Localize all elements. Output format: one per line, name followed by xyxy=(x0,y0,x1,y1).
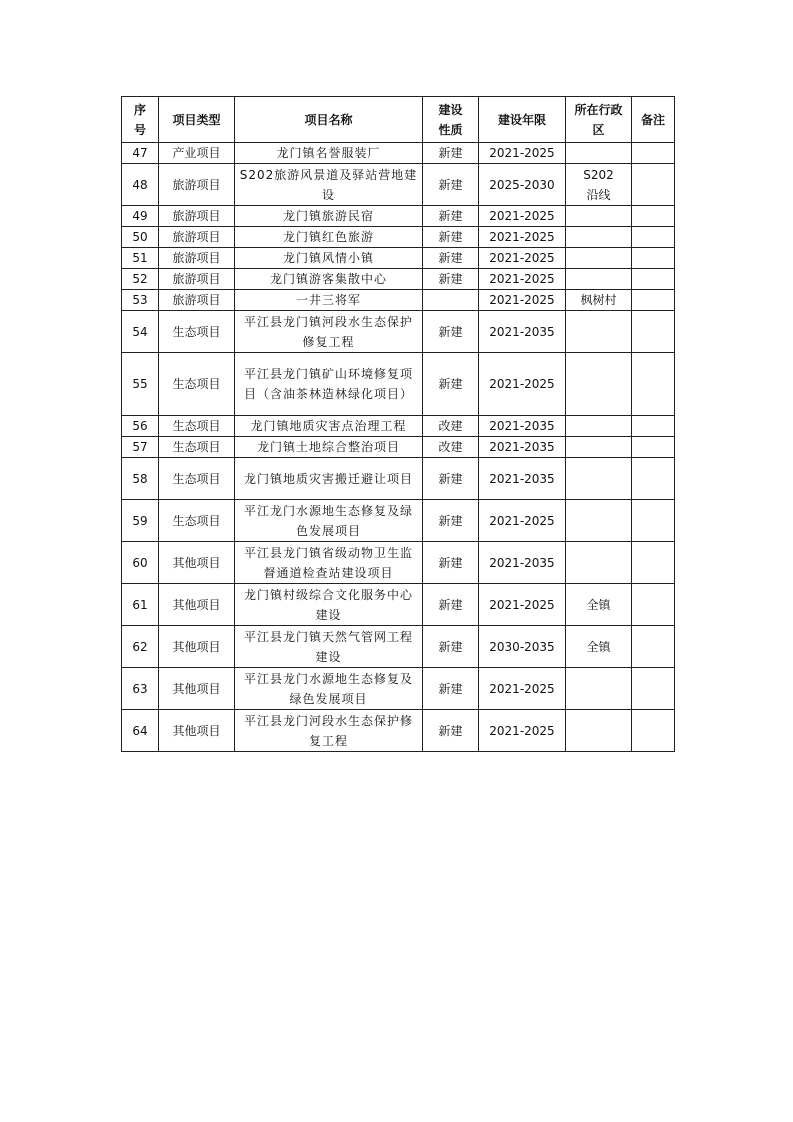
cell-seq: 52 xyxy=(122,269,159,290)
cell-region xyxy=(566,206,632,227)
cell-remark xyxy=(632,227,675,248)
table-row xyxy=(122,584,675,626)
cell-period: 2021-2025 xyxy=(479,710,566,752)
cell-period: 2030-2035 xyxy=(479,626,566,668)
cell-region xyxy=(566,269,632,290)
project-table xyxy=(121,96,675,752)
cell-period: 2021-2025 xyxy=(479,353,566,416)
cell-name: 龙门镇游客集散中心 xyxy=(235,269,423,290)
cell-seq: 62 xyxy=(122,626,159,668)
table-row xyxy=(122,437,675,458)
cell-period: 2021-2025 xyxy=(479,206,566,227)
cell-name: 平江龙门水源地生态修复及绿色发展项目 xyxy=(235,500,423,542)
cell-name: 龙门镇风情小镇 xyxy=(235,248,423,269)
cell-type: 旅游项目 xyxy=(159,164,235,206)
cell-remark xyxy=(632,668,675,710)
cell-region xyxy=(566,143,632,164)
cell-type: 生态项目 xyxy=(159,500,235,542)
cell-remark xyxy=(632,290,675,311)
cell-name: 平江县龙门河段水生态保护修复工程 xyxy=(235,710,423,752)
cell-name: 龙门镇地质灾害搬迁避让项目 xyxy=(235,458,423,500)
cell-name: 龙门镇红色旅游 xyxy=(235,227,423,248)
cell-nature: 新建 xyxy=(423,143,479,164)
cell-period: 2021-2025 xyxy=(479,227,566,248)
cell-region: S202沿线 xyxy=(566,164,632,206)
cell-seq: 53 xyxy=(122,290,159,311)
cell-name: 龙门镇地质灾害点治理工程 xyxy=(235,416,423,437)
cell-name: S202旅游风景道及驿站营地建设 xyxy=(235,164,423,206)
cell-region xyxy=(566,458,632,500)
cell-nature: 改建 xyxy=(423,416,479,437)
cell-remark xyxy=(632,416,675,437)
cell-nature: 新建 xyxy=(423,248,479,269)
cell-remark xyxy=(632,542,675,584)
cell-period: 2021-2025 xyxy=(479,248,566,269)
cell-seq: 60 xyxy=(122,542,159,584)
cell-nature: 新建 xyxy=(423,626,479,668)
cell-region xyxy=(566,311,632,353)
cell-seq: 57 xyxy=(122,437,159,458)
cell-type: 产业项目 xyxy=(159,143,235,164)
cell-type: 旅游项目 xyxy=(159,227,235,248)
cell-seq: 49 xyxy=(122,206,159,227)
header-remark: 备注 xyxy=(632,97,675,143)
cell-period: 2021-2025 xyxy=(479,584,566,626)
cell-seq: 58 xyxy=(122,458,159,500)
cell-seq: 56 xyxy=(122,416,159,437)
cell-period: 2021-2025 xyxy=(479,668,566,710)
cell-remark xyxy=(632,500,675,542)
cell-type: 生态项目 xyxy=(159,311,235,353)
header-region: 所在行政区 xyxy=(566,97,632,143)
cell-period: 2021-2035 xyxy=(479,542,566,584)
cell-region: 全镇 xyxy=(566,584,632,626)
cell-period: 2025-2030 xyxy=(479,164,566,206)
cell-type: 生态项目 xyxy=(159,437,235,458)
table-row xyxy=(122,164,675,206)
cell-name: 龙门镇土地综合整治项目 xyxy=(235,437,423,458)
cell-nature: 新建 xyxy=(423,542,479,584)
cell-remark xyxy=(632,164,675,206)
cell-nature: 新建 xyxy=(423,353,479,416)
cell-period: 2021-2035 xyxy=(479,458,566,500)
cell-remark xyxy=(632,353,675,416)
cell-type: 生态项目 xyxy=(159,353,235,416)
cell-type: 旅游项目 xyxy=(159,206,235,227)
cell-region xyxy=(566,416,632,437)
cell-period: 2021-2035 xyxy=(479,416,566,437)
cell-name: 一井三将军 xyxy=(235,290,423,311)
table-row xyxy=(122,248,675,269)
cell-nature: 新建 xyxy=(423,311,479,353)
header-nature: 建设性质 xyxy=(423,97,479,143)
cell-nature: 新建 xyxy=(423,668,479,710)
cell-region xyxy=(566,542,632,584)
cell-type: 其他项目 xyxy=(159,668,235,710)
cell-type: 其他项目 xyxy=(159,710,235,752)
table-row xyxy=(122,416,675,437)
header-period: 建设年限 xyxy=(479,97,566,143)
cell-name: 平江县龙门镇矿山环境修复项目（含油茶林造林绿化项目） xyxy=(235,353,423,416)
cell-name: 平江县龙门镇省级动物卫生监督通道检查站建设项目 xyxy=(235,542,423,584)
header-type: 项目类型 xyxy=(159,97,235,143)
cell-nature: 新建 xyxy=(423,206,479,227)
cell-name: 龙门镇旅游民宿 xyxy=(235,206,423,227)
cell-region xyxy=(566,710,632,752)
cell-remark xyxy=(632,710,675,752)
header-name: 项目名称 xyxy=(235,97,423,143)
table-row xyxy=(122,290,675,311)
table-row xyxy=(122,458,675,500)
table-row xyxy=(122,626,675,668)
cell-nature: 新建 xyxy=(423,458,479,500)
table-row xyxy=(122,206,675,227)
cell-period: 2021-2025 xyxy=(479,269,566,290)
cell-seq: 48 xyxy=(122,164,159,206)
cell-region xyxy=(566,668,632,710)
cell-period: 2021-2025 xyxy=(479,143,566,164)
cell-seq: 61 xyxy=(122,584,159,626)
cell-name: 龙门镇村级综合文化服务中心建设 xyxy=(235,584,423,626)
cell-region: 全镇 xyxy=(566,626,632,668)
cell-remark xyxy=(632,311,675,353)
cell-remark xyxy=(632,206,675,227)
cell-type: 生态项目 xyxy=(159,416,235,437)
table-row xyxy=(122,143,675,164)
cell-name: 平江县龙门镇河段水生态保护修复工程 xyxy=(235,311,423,353)
cell-remark xyxy=(632,437,675,458)
header-seq: 序号 xyxy=(122,97,159,143)
cell-type: 旅游项目 xyxy=(159,269,235,290)
cell-nature: 新建 xyxy=(423,500,479,542)
cell-seq: 50 xyxy=(122,227,159,248)
cell-nature: 改建 xyxy=(423,437,479,458)
cell-nature xyxy=(423,290,479,311)
table-row xyxy=(122,353,675,416)
cell-nature: 新建 xyxy=(423,227,479,248)
table-row xyxy=(122,269,675,290)
header-row xyxy=(122,97,675,143)
cell-seq: 64 xyxy=(122,710,159,752)
table-row xyxy=(122,500,675,542)
cell-name: 平江县龙门水源地生态修复及绿色发展项目 xyxy=(235,668,423,710)
cell-region xyxy=(566,227,632,248)
cell-period: 2021-2025 xyxy=(479,290,566,311)
cell-seq: 59 xyxy=(122,500,159,542)
cell-period: 2021-2025 xyxy=(479,500,566,542)
cell-region xyxy=(566,353,632,416)
cell-remark xyxy=(632,584,675,626)
cell-period: 2021-2035 xyxy=(479,437,566,458)
cell-seq: 63 xyxy=(122,668,159,710)
cell-type: 生态项目 xyxy=(159,458,235,500)
cell-remark xyxy=(632,143,675,164)
cell-type: 旅游项目 xyxy=(159,248,235,269)
table-body xyxy=(122,143,675,752)
cell-region: 枫树村 xyxy=(566,290,632,311)
cell-remark xyxy=(632,269,675,290)
table-row xyxy=(122,710,675,752)
cell-remark xyxy=(632,458,675,500)
cell-period: 2021-2035 xyxy=(479,311,566,353)
cell-region xyxy=(566,500,632,542)
cell-remark xyxy=(632,248,675,269)
cell-nature: 新建 xyxy=(423,710,479,752)
cell-nature: 新建 xyxy=(423,584,479,626)
cell-type: 其他项目 xyxy=(159,542,235,584)
cell-name: 平江县龙门镇天然气管网工程建设 xyxy=(235,626,423,668)
cell-seq: 55 xyxy=(122,353,159,416)
cell-name: 龙门镇名誉服装厂 xyxy=(235,143,423,164)
cell-nature: 新建 xyxy=(423,269,479,290)
cell-nature: 新建 xyxy=(423,164,479,206)
table-row xyxy=(122,542,675,584)
table-row xyxy=(122,227,675,248)
cell-seq: 51 xyxy=(122,248,159,269)
cell-type: 其他项目 xyxy=(159,584,235,626)
cell-remark xyxy=(632,626,675,668)
cell-region xyxy=(566,248,632,269)
table-row xyxy=(122,311,675,353)
cell-region xyxy=(566,437,632,458)
table-row xyxy=(122,668,675,710)
cell-type: 其他项目 xyxy=(159,626,235,668)
cell-seq: 47 xyxy=(122,143,159,164)
cell-seq: 54 xyxy=(122,311,159,353)
cell-type: 旅游项目 xyxy=(159,290,235,311)
